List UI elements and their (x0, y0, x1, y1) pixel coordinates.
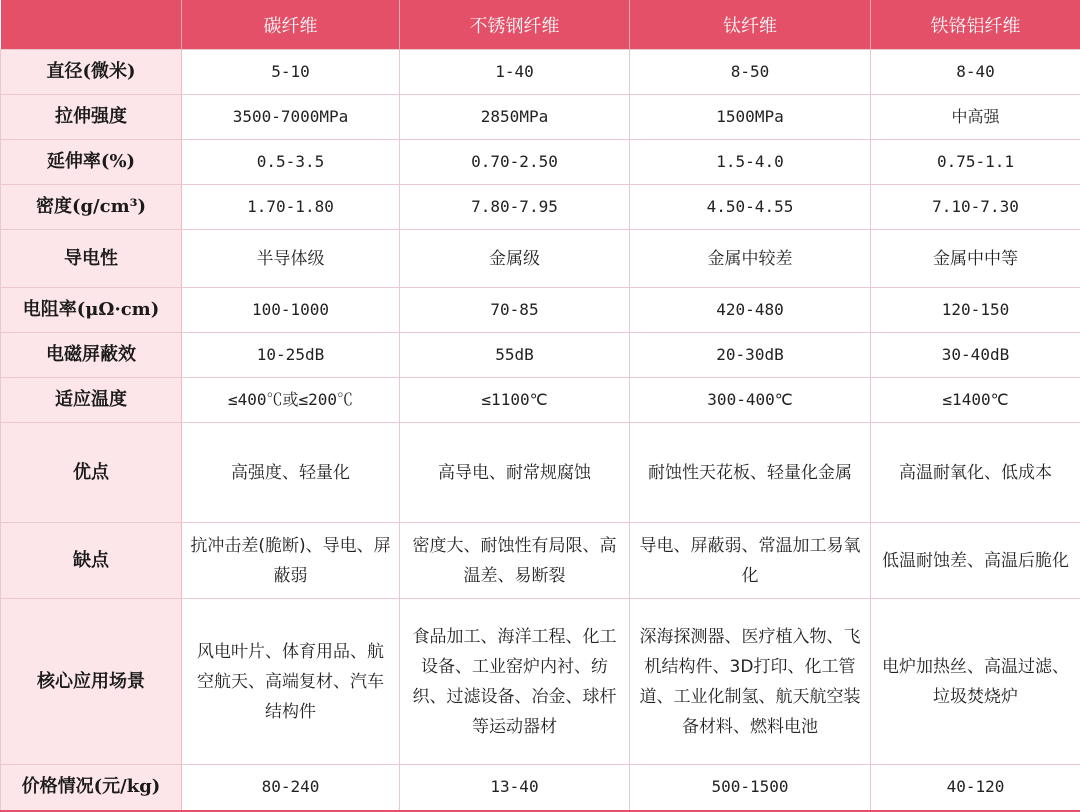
cell-elongation-col3: 1.5-4.0 (630, 140, 871, 185)
cell-resistivity-col2: 70-85 (400, 288, 630, 333)
cell-em-shielding-col1: 10-25dB (182, 333, 400, 378)
cell-diameter-col3: 8-50 (630, 50, 871, 95)
row-label-conductivity: 导电性 (1, 230, 182, 288)
cell-tensile-strength-col3: 1500MPa (630, 95, 871, 140)
table-row-temperature (1, 378, 1080, 423)
table-row-applications (1, 599, 1080, 765)
row-label-elongation: 延伸率(%) (1, 140, 182, 185)
cell-disadvantages-col4: 低温耐蚀差、高温后脆化 (871, 523, 1080, 599)
cell-temperature-col1: ≤400℃或≤200℃ (182, 378, 400, 423)
cell-tensile-strength-col4: 中高强 (871, 95, 1080, 140)
cell-disadvantages-col2: 密度大、耐蚀性有局限、高温差、易断裂 (400, 523, 630, 599)
cell-em-shielding-col4: 30-40dB (871, 333, 1080, 378)
row-label-tensile-strength: 拉伸强度 (1, 95, 182, 140)
cell-tensile-strength-col2: 2850MPa (400, 95, 630, 140)
cell-diameter-col2: 1-40 (400, 50, 630, 95)
cell-advantages-col1: 高强度、轻量化 (182, 423, 400, 523)
table-row-resistivity (1, 288, 1080, 333)
cell-applications-col1: 风电叶片、体育用品、航空航天、高端复材、汽车结构件 (182, 599, 400, 765)
cell-elongation-col4: 0.75-1.1 (871, 140, 1080, 185)
header-carbon-fiber: 碳纤维 (182, 0, 400, 50)
table-row-diameter (1, 50, 1080, 95)
cell-applications-col4: 电炉加热丝、高温过滤、垃圾焚烧炉 (871, 599, 1080, 765)
row-label-advantages: 优点 (1, 423, 182, 523)
table-row-tensile-strength (1, 95, 1080, 140)
cell-price-col4: 40-120 (871, 765, 1080, 811)
table-row-density (1, 185, 1080, 230)
row-label-density: 密度(g/cm³) (1, 185, 182, 230)
cell-price-col2: 13-40 (400, 765, 630, 811)
cell-disadvantages-col1: 抗冲击差(脆断)、导电、屏蔽弱 (182, 523, 400, 599)
table-row-price (1, 765, 1080, 811)
row-label-diameter: 直径(微米) (1, 50, 182, 95)
header-titanium-fiber: 钛纤维 (630, 0, 871, 50)
cell-advantages-col3: 耐蚀性天花板、轻量化金属 (630, 423, 871, 523)
header-fecral-fiber: 铁铬铝纤维 (871, 0, 1080, 50)
cell-applications-col2: 食品加工、海洋工程、化工设备、工业窑炉内衬、纺织、过滤设备、冶金、球杆等运动器材 (400, 599, 630, 765)
cell-density-col3: 4.50-4.55 (630, 185, 871, 230)
row-label-applications: 核心应用场景 (1, 599, 182, 765)
header-corner-cell (1, 0, 182, 50)
cell-conductivity-col4: 金属中中等 (871, 230, 1080, 288)
cell-tensile-strength-col1: 3500-7000MPa (182, 95, 400, 140)
cell-density-col2: 7.80-7.95 (400, 185, 630, 230)
cell-density-col1: 1.70-1.80 (182, 185, 400, 230)
row-label-price: 价格情况(元/kg) (1, 765, 182, 811)
row-label-em-shielding: 电磁屏蔽效 (1, 333, 182, 378)
cell-resistivity-col4: 120-150 (871, 288, 1080, 333)
cell-diameter-col4: 8-40 (871, 50, 1080, 95)
cell-conductivity-col3: 金属中较差 (630, 230, 871, 288)
table-row-disadvantages (1, 523, 1080, 599)
cell-temperature-col4: ≤1400℃ (871, 378, 1080, 423)
row-label-resistivity: 电阻率(μΩ·cm) (1, 288, 182, 333)
cell-resistivity-col1: 100-1000 (182, 288, 400, 333)
cell-temperature-col2: ≤1100℃ (400, 378, 630, 423)
header-stainless-steel-fiber: 不锈钢纤维 (400, 0, 630, 50)
cell-em-shielding-col3: 20-30dB (630, 333, 871, 378)
cell-price-col1: 80-240 (182, 765, 400, 811)
cell-em-shielding-col2: 55dB (400, 333, 630, 378)
cell-diameter-col1: 5-10 (182, 50, 400, 95)
cell-conductivity-col1: 半导体级 (182, 230, 400, 288)
cell-disadvantages-col3: 导电、屏蔽弱、常温加工易氧化 (630, 523, 871, 599)
table-row-advantages (1, 423, 1080, 523)
cell-conductivity-col2: 金属级 (400, 230, 630, 288)
cell-elongation-col2: 0.70-2.50 (400, 140, 630, 185)
cell-elongation-col1: 0.5-3.5 (182, 140, 400, 185)
cell-advantages-col2: 高导电、耐常规腐蚀 (400, 423, 630, 523)
cell-density-col4: 7.10-7.30 (871, 185, 1080, 230)
table-header-row (1, 0, 1080, 50)
cell-temperature-col3: 300-400℃ (630, 378, 871, 423)
table-row-elongation (1, 140, 1080, 185)
row-label-temperature: 适应温度 (1, 378, 182, 423)
row-label-disadvantages: 缺点 (1, 523, 182, 599)
cell-applications-col3: 深海探测器、医疗植入物、飞机结构件、3D打印、化工管道、工业化制氢、航天航空装备材料、燃料电池 (630, 599, 871, 765)
cell-price-col3: 500-1500 (630, 765, 871, 811)
table-row-em-shielding (1, 333, 1080, 378)
table-row-conductivity (1, 230, 1080, 288)
cell-advantages-col4: 高温耐氧化、低成本 (871, 423, 1080, 523)
cell-resistivity-col3: 420-480 (630, 288, 871, 333)
